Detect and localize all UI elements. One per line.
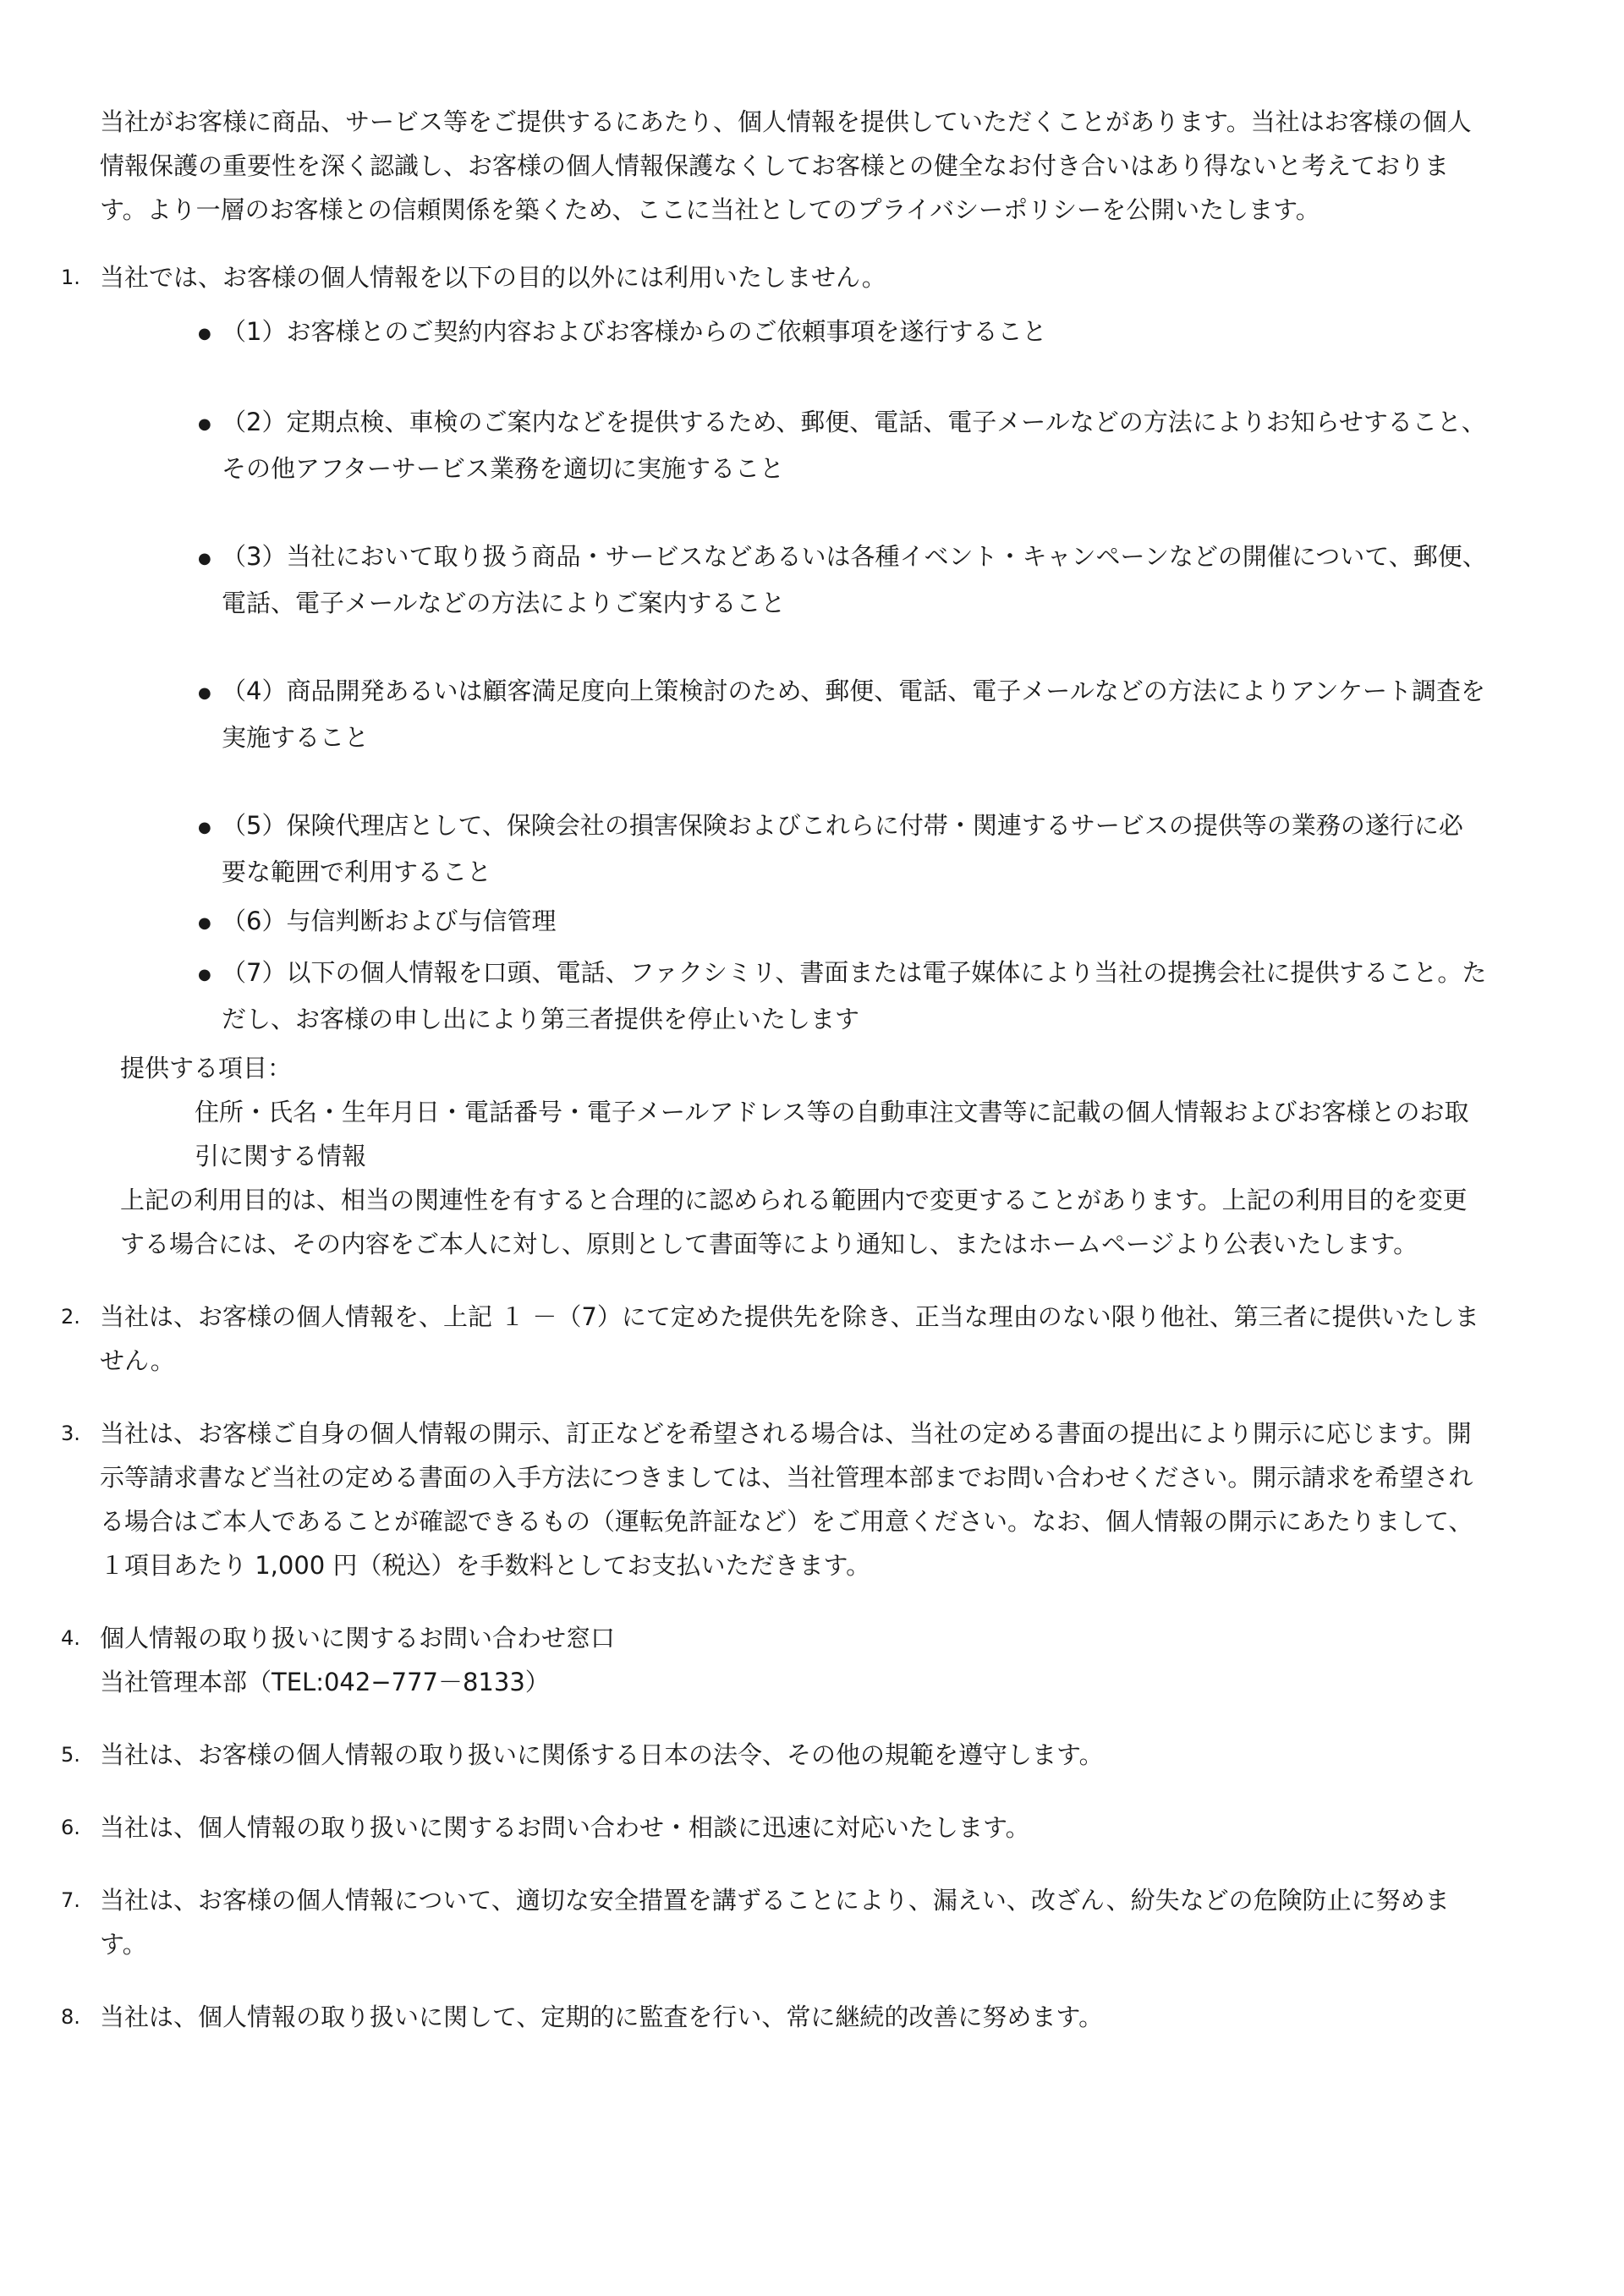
policy-item-2 xyxy=(61,1295,1487,1383)
purpose-item: ● （2）定期点検、車検のご案内などを提供するため、郵便、電話、電子メールなどの方法によりお知らせすること、その他アフターサービス業務を適切に実施すること xyxy=(100,400,1487,490)
item-number: 2. xyxy=(61,1305,80,1329)
policy-item-text: 当社では、お客様の個人情報を以下の目的以外には利用いたしません。 xyxy=(100,263,886,292)
policy-item-text: 個人情報の取り扱いに関するお問い合わせ窓口 xyxy=(100,1624,616,1652)
contact-info: 当社管理本部（TEL:042−777－8133） xyxy=(100,1668,550,1696)
item-number: 4. xyxy=(61,1626,80,1650)
policy-item-text: 当社は、お客様の個人情報を、上記 １ －（7）にて定めた提供先を除き、正当な理由のない限り他社、第三者に提供いたしません。 xyxy=(100,1302,1479,1375)
bullet-icon: ● xyxy=(198,684,211,702)
bullet-icon: ● xyxy=(198,550,211,567)
purpose-item: ● （7）以下の個人情報を口頭、電話、ファクシミリ、書面または電子媒体により当社の提携会社に提供すること。ただし、お客様の申し出により第三者提供を停止いたします xyxy=(100,951,1487,1041)
purpose-item: ● （5）保険代理店として、保険会社の損害保険およびこれらに付帯・関連するサービスの提供等の業務の遂行に必要な範囲で利用すること xyxy=(100,803,1487,894)
item-number: 1. xyxy=(61,266,80,289)
bullet-icon: ● xyxy=(198,325,211,342)
policy-item-text: 当社は、お客様ご自身の個人情報の開示、訂正などを希望される場合は、当社の定める書面の提出により開示に応じます。開示等請求書など当社の定める書面の入手方法につきましては、当社管理本部までお問い合わせください。開示請求を希望される場合はご本人であることが確認できるもの（運転免許証など）をご用意ください。なお、個人情報の開示にあたりまして、１項目あたり 1,000 円（税込）を手数料としてお支払いただきます。 xyxy=(100,1419,1473,1580)
item-number: 8. xyxy=(61,2005,80,2029)
bullet-icon: ● xyxy=(198,415,211,433)
provided-items-text: 住所・氏名・生年月日・電話番号・電子メールアドレス等の自動車注文書等に記載の個人情報およびお客様とのお取引に関する情報 xyxy=(195,1098,1469,1170)
policy-item-8 xyxy=(61,1995,1487,2039)
purpose-item: ● （3）当社において取り扱う商品・サービスなどあるいは各種イベント・キャンペーンなどの開催について、郵便、電話、電子メールなどの方法によりご案内すること xyxy=(100,534,1487,625)
policy-item-1 xyxy=(61,255,1487,1266)
item-number: 5. xyxy=(61,1743,80,1767)
purpose-list xyxy=(100,310,1487,1041)
policy-item-3 xyxy=(61,1411,1487,1587)
bullet-icon: ● xyxy=(198,914,211,932)
policy-item-text: 当社は、個人情報の取り扱いに関するお問い合わせ・相談に迅速に対応いたします。 xyxy=(100,1813,1030,1842)
purpose-item: ● （4）商品開発あるいは顧客満足度向上策検討のため、郵便、電話、電子メールなどの方法によりアンケート調査を実施すること xyxy=(100,669,1487,759)
item-number: 7. xyxy=(61,1888,80,1912)
policy-item-6 xyxy=(61,1806,1487,1849)
policy-item-4 xyxy=(61,1616,1487,1704)
item-number: 6. xyxy=(61,1816,80,1839)
intro-paragraph: 当社がお客様に商品、サービス等をご提供するにあたり、個人情報を提供していただくことがあります。当社はお客様の個人情報保護の重要性を深く認識し、お客様の個人情報保護なくしてお客様との健全なお付き合いはあり得ないと考えております。より一層のお客様との信頼関係を築くため、ここに当社としてのプライバシーポリシーを公開いたします。 xyxy=(100,107,1472,224)
provided-items-label: 提供する項目： xyxy=(120,1054,293,1082)
policy-item-5 xyxy=(61,1733,1487,1777)
purpose-item: ● （6）与信判断および与信管理 xyxy=(100,899,1487,945)
purpose-item: ● （1）お客様とのご契約内容およびお客様からのご依頼事項を遂行すること xyxy=(100,310,1487,356)
item-number: 3. xyxy=(61,1422,80,1445)
policy-item-7 xyxy=(61,1878,1487,1966)
policy-list xyxy=(61,255,1522,2039)
policy-item-text: 当社は、個人情報の取り扱いに関して、定期的に監査を行い、常に継続的改善に努めます。 xyxy=(100,2003,1104,2031)
policy-item-text: 当社は、お客様の個人情報の取り扱いに関係する日本の法令、その他の規範を遵守します。 xyxy=(100,1740,1104,1769)
bullet-icon: ● xyxy=(198,819,211,836)
policy-item-text: 当社は、お客様の個人情報について、適切な安全措置を講ずることにより、漏えい、改ざん、紛失などの危険防止に努めます。 xyxy=(100,1886,1450,1959)
purpose-change-note: 上記の利用目的は、相当の関連性を有すると合理的に認められる範囲内で変更することがあります。上記の利用目的を変更する場合には、その内容をご本人に対し、原則として書面等により通知し、またはホームページより公表いたします。 xyxy=(120,1186,1468,1258)
bullet-icon: ● xyxy=(198,966,211,984)
